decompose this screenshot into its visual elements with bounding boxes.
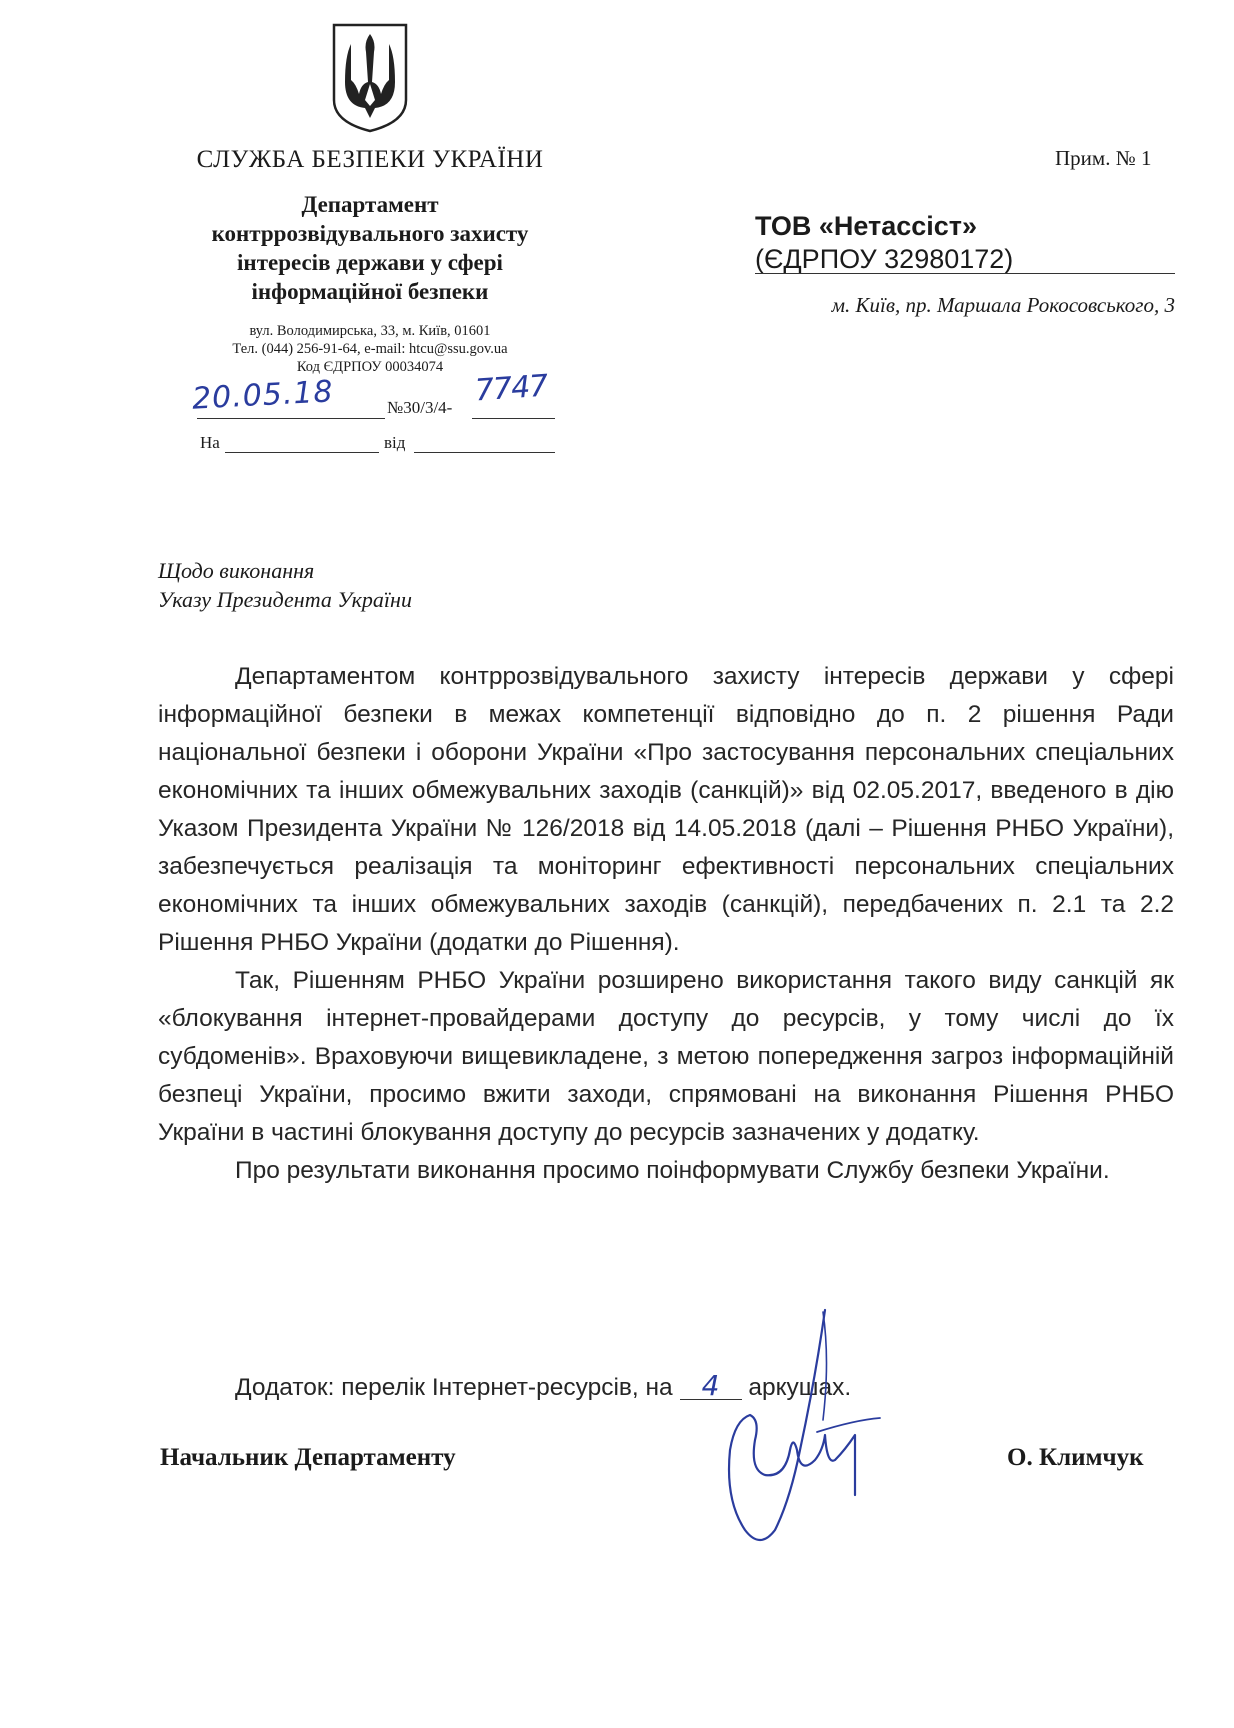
attachment-count-handwritten: 4 <box>680 1373 742 1400</box>
attachment-prefix: Додаток: перелік Інтернет-ресурсів, на <box>235 1374 673 1401</box>
letter-subject <box>158 556 412 614</box>
edrpou-code-line: Код ЄДРПОУ 00034074 <box>296 359 444 375</box>
signatory-title: Начальник Департаменту <box>160 1444 456 1471</box>
body-paragraph: Про результати виконання просимо поінформувати Службу безпеки України. <box>235 1157 1110 1184</box>
recipient-edrpou: (ЄДРПОУ 32980172) <box>755 244 1014 274</box>
copy-number: Прим. № 1 <box>1055 146 1152 170</box>
reg-date-handwritten: 20.05.18 <box>191 374 335 417</box>
phone-email-line: Тел. (044) 256-91-64, e-mail: htcu@ssu.gov.ua <box>232 341 508 357</box>
department-line: інформаційної безпеки <box>251 279 489 304</box>
vid-underline <box>414 452 555 453</box>
letter-body <box>158 658 1174 1190</box>
department-contacts <box>160 322 580 376</box>
na-underline <box>225 452 379 453</box>
reg-number-handwritten: 7747 <box>473 368 549 409</box>
attachment-suffix: аркушах. <box>748 1374 852 1401</box>
body-paragraph: Так, Рішенням РНБО України розширено використання такого виду санкцій як «блокування інтернет-провайдерами доступу до ресурсів, у тому числі до їх субдоменів». Враховуючи вищевикладене, з метою попередження загроз інформаційній безпеці України, просимо вжити заходи, спрямовані на виконання Рішення РНБО України в частині блокування доступу до ресурсів зазначених у додатку. <box>158 967 1174 1146</box>
na-label: На <box>200 433 220 452</box>
signatory-name: О. Климчук <box>1007 1444 1144 1471</box>
department-line: контррозвідувального захисту <box>211 221 529 246</box>
subject-line: Указу Президента України <box>158 587 412 612</box>
trident-coat-of-arms-icon <box>331 22 409 134</box>
department-line: інтересів держави у сфері <box>237 250 503 275</box>
body-paragraph: Департаментом контррозвідувального захисту інтересів держави у сфері інформаційної безпеки в межах компетенції відповідно до п. 2 рішення Ради національної безпеки і оборони України «Про застосування персональних спеціальних економічних та інших обмежувальних заходів (санкцій)» від 02.05.2017, введеного в дію Указом Президента України № 126/2018 від 14.05.2018 (далі – Рішення РНБО України), забезпечується реалізація та моніторинг ефективності персональних спеціальних економічних та інших обмежувальних заходів (санкцій), передбачених п. 2.1 та 2.2 Рішення РНБО України (додатки до Рішення). <box>158 663 1174 956</box>
org-name: СЛУЖБА БЕЗПЕКИ УКРАЇНИ <box>196 146 544 173</box>
department-line: Департамент <box>301 192 439 217</box>
recipient-name: ТОВ «Нетассіст» <box>755 211 978 241</box>
recipient-underline <box>755 273 1175 274</box>
reg-number-underline <box>472 418 555 419</box>
subject-line: Щодо виконання <box>158 558 315 583</box>
reg-date-underline <box>197 418 385 419</box>
address-line: вул. Володимирська, 33, м. Київ, 01601 <box>249 323 491 339</box>
recipient-address: м. Київ, пр. Маршала Рокосовського, 3 <box>831 293 1175 317</box>
handwritten-signature-icon <box>705 1300 905 1550</box>
reg-number-label: №30/3/4- <box>387 398 453 417</box>
vid-label: від <box>384 433 406 452</box>
department-name <box>160 190 580 306</box>
